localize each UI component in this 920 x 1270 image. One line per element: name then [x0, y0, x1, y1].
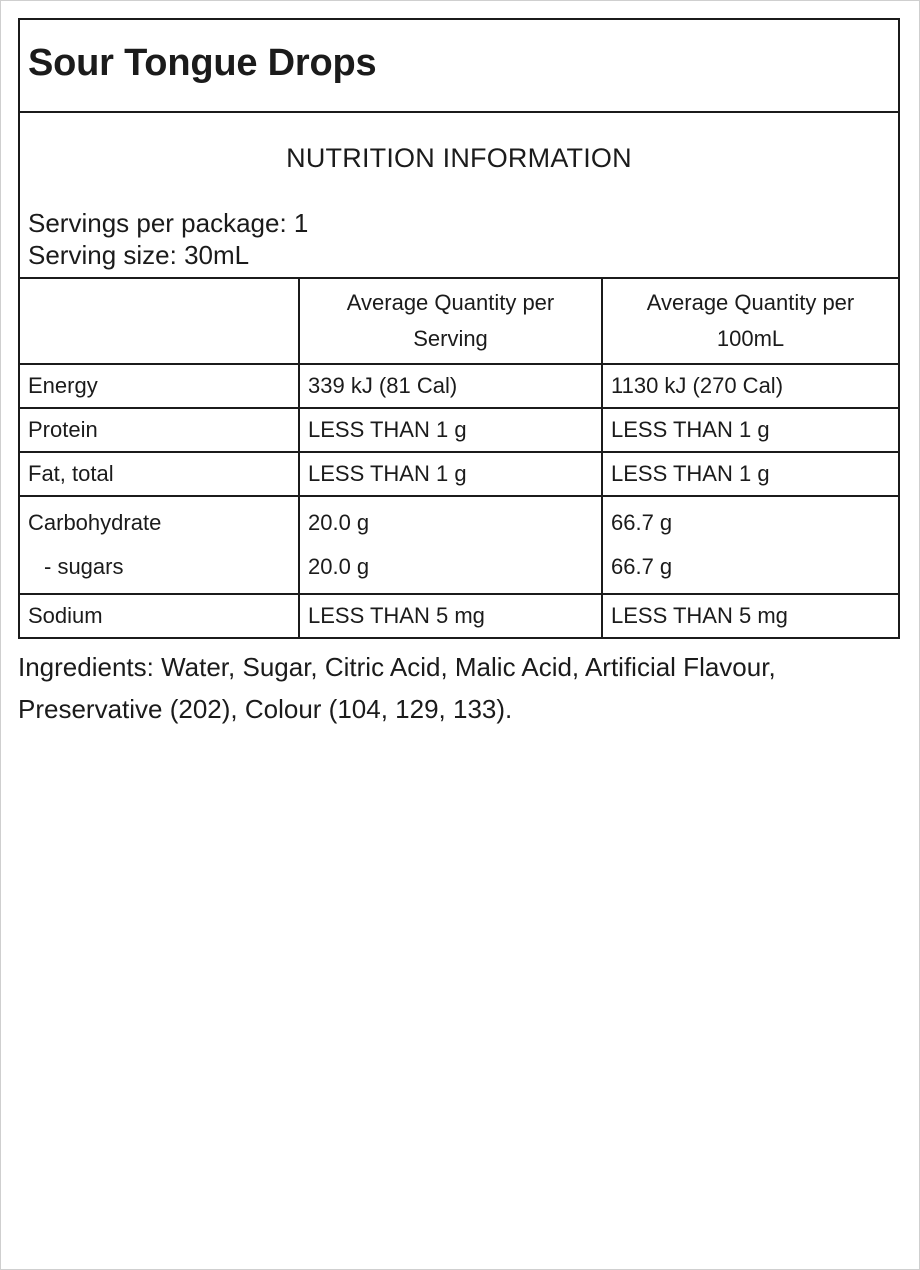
- table-row-sodium: [20, 594, 898, 637]
- serving-info-box: [20, 113, 898, 279]
- per-serving-value: 20.0 g: [308, 510, 370, 535]
- servings-per-package: Servings per package: 1: [28, 208, 309, 238]
- table-header-row: [20, 279, 898, 364]
- per-100ml-value: 66.7 g: [611, 510, 673, 535]
- per-serving-value: LESS THAN 1 g: [299, 452, 602, 496]
- ingredients-text: Ingredients: Water, Sugar, Citric Acid, Malic Acid, Artificial Flavour, Preservative (202), Colour (104, 129, 133).: [18, 652, 776, 724]
- nutrient-label: Energy: [20, 364, 299, 408]
- nutrient-label: Protein: [20, 408, 299, 452]
- table-row-fat: [20, 452, 898, 496]
- serving-size: Serving size: 30mL: [28, 240, 250, 270]
- sub-per-serving-value: 20.0 g: [308, 554, 370, 579]
- product-title-box: [20, 20, 898, 113]
- per-serving-value: 339 kJ (81 Cal): [299, 364, 602, 408]
- table-row-protein: [20, 408, 898, 452]
- per-serving-cell: [299, 496, 602, 594]
- nutrition-panel: [18, 18, 900, 639]
- per-100ml-value: LESS THAN 5 mg: [602, 594, 898, 637]
- nutrient-label-cell: [20, 496, 299, 594]
- nutrient-label: Carbohydrate: [28, 510, 162, 535]
- nutrition-table: [20, 279, 898, 637]
- header-per-serving: Average Quantity per Serving: [299, 279, 602, 364]
- per-100ml-value: LESS THAN 1 g: [602, 452, 898, 496]
- sub-nutrient-label: - sugars: [44, 554, 124, 579]
- header-nutrient: [20, 279, 299, 364]
- header-per-100ml: Average Quantity per 100mL: [602, 279, 898, 364]
- per-serving-value: LESS THAN 1 g: [299, 408, 602, 452]
- per-100ml-value: LESS THAN 1 g: [602, 408, 898, 452]
- sub-per-100ml-value: 66.7 g: [611, 554, 673, 579]
- product-title: Sour Tongue Drops: [28, 42, 377, 84]
- table-row-energy: [20, 364, 898, 408]
- table-row-carbohydrate: [20, 496, 898, 594]
- per-100ml-value: 1130 kJ (270 Cal): [602, 364, 898, 408]
- per-100ml-cell: [602, 496, 898, 594]
- per-serving-value: LESS THAN 5 mg: [299, 594, 602, 637]
- nutrient-label: Sodium: [20, 594, 299, 637]
- nutrient-label: Fat, total: [20, 452, 299, 496]
- nutrition-heading: NUTRITION INFORMATION: [286, 143, 632, 173]
- serving-details: [28, 207, 308, 271]
